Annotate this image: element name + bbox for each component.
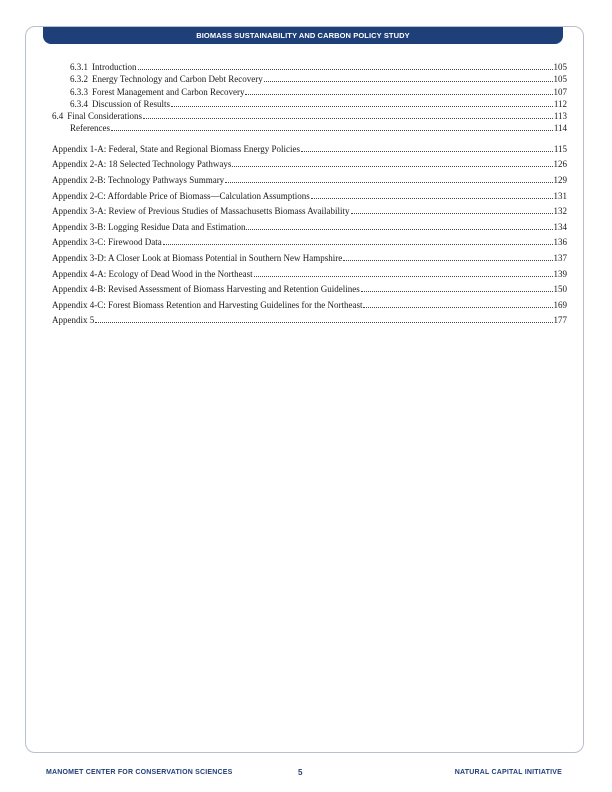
running-header: BIOMASS SUSTAINABILITY AND CARBON POLICY STUDY: [43, 27, 563, 44]
page-reference: 112: [553, 98, 567, 109]
page-reference: 129: [553, 174, 567, 185]
page-reference: 107: [553, 86, 567, 97]
appendix-entry[interactable]: [52, 298, 567, 314]
page-reference: 134: [553, 221, 567, 232]
dot-leader: [264, 81, 553, 82]
appendix-title: Appendix 4-C: Forest Biomass Retention and Harvesting Guidelines for the Northeast: [52, 299, 363, 310]
appendix-entry[interactable]: [52, 313, 567, 329]
appendix-entry[interactable]: [52, 251, 567, 267]
page-reference: 114: [553, 123, 567, 134]
toc-entry[interactable]: [52, 61, 567, 73]
dot-leader: [301, 151, 553, 152]
page-reference: 137: [553, 252, 567, 263]
page-number: 5: [298, 768, 303, 777]
page-reference: 169: [553, 299, 567, 310]
page-reference: 115: [553, 143, 567, 154]
appendix-entry[interactable]: [52, 142, 567, 158]
page-footer: [0, 769, 612, 779]
dot-leader: [138, 69, 553, 70]
page-reference: 132: [553, 206, 567, 217]
appendix-entry[interactable]: [52, 267, 567, 283]
dot-leader: [95, 322, 552, 323]
toc-entry-number: 6.3.1: [70, 62, 88, 72]
appendix-title: Appendix 5: [52, 315, 95, 326]
table-of-contents: [52, 61, 567, 329]
dot-leader: [363, 307, 552, 308]
section-gap: [52, 135, 567, 142]
page-reference: 131: [553, 190, 567, 201]
toc-entry-title: Introduction: [92, 62, 137, 72]
toc-entry[interactable]: [52, 110, 567, 122]
toc-entry-number: 6.3.3: [70, 86, 88, 97]
toc-entry[interactable]: [52, 73, 567, 85]
appendix-title: Appendix 1-A: Federal, State and Regional Biomass Energy Policies: [52, 143, 301, 154]
footer-initiative: NATURAL CAPITAL INITIATIVE: [454, 769, 562, 776]
dot-leader: [232, 166, 552, 167]
footer-organization: MANOMET CENTER FOR CONSERVATION SCIENCES: [46, 769, 233, 776]
dot-leader: [311, 198, 553, 199]
page-reference: 105: [553, 62, 567, 72]
page-reference: 113: [553, 111, 567, 122]
appendix-entry[interactable]: [52, 220, 567, 236]
page-reference: 150: [553, 284, 567, 295]
dot-leader: [254, 276, 553, 277]
appendix-entry[interactable]: [52, 173, 567, 189]
appendix-title: Appendix 2-C: Affordable Price of Biomass—Calculation Assumptions: [52, 190, 310, 201]
appendix-title: Appendix 3-D: A Closer Look at Biomass Potential in Southern New Hampshire: [52, 252, 343, 263]
dot-leader: [143, 118, 553, 119]
appendix-title: Appendix 2-B: Technology Pathways Summary: [52, 174, 225, 185]
appendix-title: Appendix 3-A: Review of Previous Studies of Massachusetts Biomass Availability: [52, 206, 350, 217]
appendix-title: Appendix 3-C: Firewood Data: [52, 237, 162, 248]
appendix-entry[interactable]: [52, 189, 567, 205]
appendix-entry[interactable]: [52, 235, 567, 251]
dot-leader: [111, 130, 553, 131]
toc-entry-number: 6.3.2: [70, 74, 88, 85]
dot-leader: [351, 213, 553, 214]
appendix-title: Appendix 4-A: Ecology of Dead Wood in the Northeast: [52, 268, 253, 279]
appendix-entry[interactable]: [52, 282, 567, 298]
toc-entry-number: 6.3.4: [70, 98, 88, 109]
dot-leader: [246, 229, 552, 230]
dot-leader: [245, 94, 552, 95]
toc-entry[interactable]: [52, 98, 567, 110]
appendix-title: Appendix 4-B: Revised Assessment of Biomass Harvesting and Retention Guidelines: [52, 284, 360, 295]
toc-entry-title: Forest Management and Carbon Recovery: [92, 86, 245, 97]
page-reference: 177: [553, 315, 567, 326]
appendix-entry[interactable]: [52, 204, 567, 220]
toc-entry-title: Energy Technology and Carbon Debt Recovery: [92, 74, 263, 85]
dot-leader: [171, 106, 553, 107]
page-reference: 139: [553, 268, 567, 279]
page-reference: 126: [553, 159, 567, 170]
dot-leader: [343, 260, 552, 261]
dot-leader: [361, 291, 553, 292]
page-reference: 105: [553, 74, 567, 85]
toc-entry-number: 6.4: [52, 111, 64, 122]
toc-entry-title: Final Considerations: [67, 111, 142, 122]
toc-entry-title: Discussion of Results: [92, 98, 171, 109]
dot-leader: [225, 182, 552, 183]
page-reference: 136: [553, 237, 567, 248]
appendix-title: Appendix 3-B: Logging Residue Data and Estimation: [52, 221, 246, 232]
dot-leader: [163, 244, 553, 245]
appendix-title: Appendix 2-A: 18 Selected Technology Pathways: [52, 159, 232, 170]
toc-entry-title: References: [70, 123, 110, 134]
appendix-entry[interactable]: [52, 157, 567, 173]
toc-entry[interactable]: [52, 122, 567, 134]
toc-entry[interactable]: [52, 86, 567, 98]
